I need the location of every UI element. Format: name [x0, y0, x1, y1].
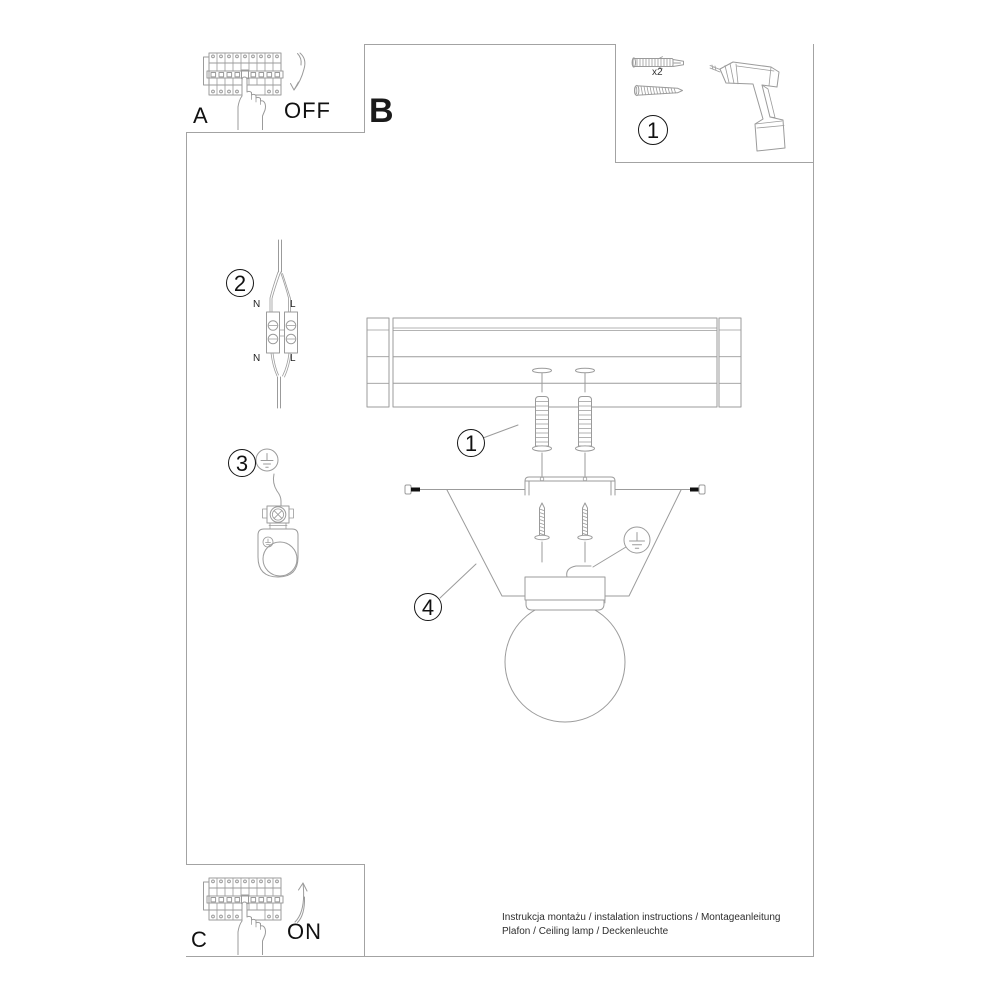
- wire-label-neutral-top: N: [253, 299, 261, 310]
- lamp-rail-icon: [367, 318, 741, 407]
- ground-terminal-icon: [263, 506, 294, 529]
- step-2-badge: 2: [226, 269, 254, 297]
- terminal-block-icon: [225, 230, 335, 415]
- panel-c-label: C: [191, 927, 207, 952]
- tools-step-badge: 1: [638, 115, 668, 145]
- curved-arrow-down-icon: [291, 53, 305, 90]
- mounting-screws-icon: [535, 503, 592, 562]
- power-on-text: ON: [287, 919, 322, 944]
- panel-a-label: A: [193, 103, 208, 128]
- panel-power-on: [186, 864, 365, 956]
- terminal-strip-icon: [267, 312, 298, 353]
- mount-body-icon: [258, 529, 298, 577]
- tools-illustration: [616, 44, 813, 162]
- glass-globe-icon: [505, 602, 625, 722]
- step-1-badge: 1: [457, 429, 485, 457]
- wire-label-live-bottom: L: [290, 353, 296, 364]
- footer-text: [502, 911, 781, 938]
- lamp-base-icon: [525, 577, 605, 610]
- ground-symbol-icon: [593, 527, 650, 567]
- wall-plugs-icon: [533, 397, 595, 478]
- panel-tools: [615, 44, 813, 163]
- footer-line-1: Instrukcja montażu / instalation instructions / Montageanleitung: [502, 912, 781, 923]
- mounting-bracket-icon: [525, 477, 615, 495]
- supply-cable-icon: [270, 240, 291, 312]
- section-b-label: B: [369, 92, 394, 130]
- anchor-quantity-label: x2: [652, 67, 663, 78]
- rail-screw-heads-icon: [533, 368, 595, 392]
- step-4-badge: 4: [414, 593, 442, 621]
- drill-icon: [710, 62, 785, 151]
- ground-symbol-icon: [256, 449, 278, 471]
- wire-label-neutral-bottom: N: [253, 353, 261, 364]
- curved-arrow-up-icon: [295, 883, 307, 923]
- ground-wire-icon: [273, 474, 281, 506]
- lamp-cable-icon: [271, 353, 291, 408]
- footer-line-2: Plafon / Ceiling lamp / Deckenleuchte: [502, 925, 669, 937]
- ground-wire-icon: [567, 566, 591, 577]
- power-off-text: OFF: [284, 98, 331, 123]
- wire-label-live-top: L: [290, 299, 296, 310]
- panel-power-off: [186, 44, 365, 133]
- main-assembly-diagram: [360, 300, 760, 740]
- step-3-badge: 3: [228, 449, 256, 477]
- mounting-screw-icon: [634, 85, 682, 95]
